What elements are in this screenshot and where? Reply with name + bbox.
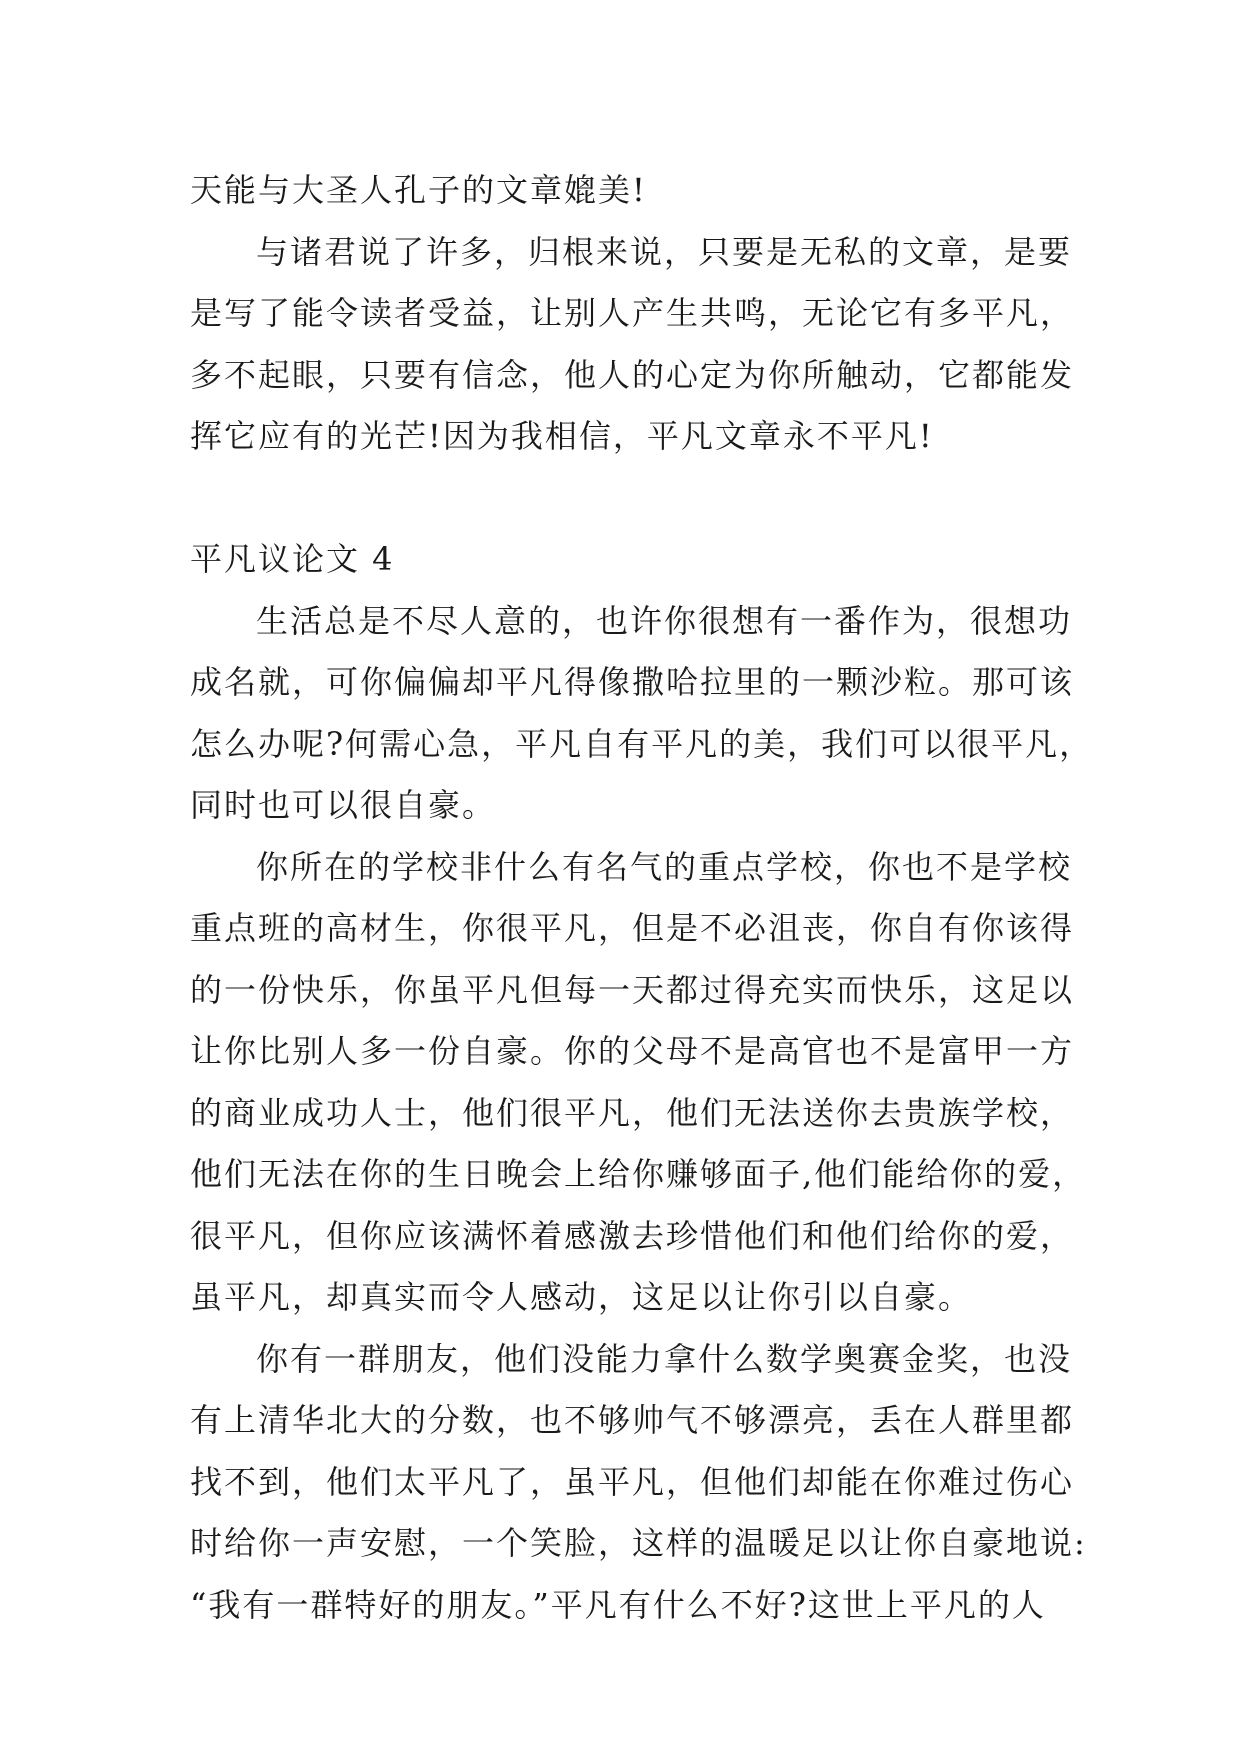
text-line: 找不到，他们太平凡了，虽平凡，但他们却能在你难过伤心 xyxy=(190,1462,1075,1501)
section-title: 平凡议论文 4 xyxy=(190,540,395,578)
text-line: 的商业成功人士，他们很平凡，他们无法送你去贵族学校， xyxy=(190,1093,1075,1132)
text-line: 怎么办呢?何需心急，平凡自有平凡的美，我们可以很平凡， xyxy=(190,724,1094,763)
text-line: 天能与大圣人孔子的文章媲美! xyxy=(190,171,647,209)
text-line: 时给你一声安慰，一个笑脸，这样的温暖足以让你自豪地说: xyxy=(190,1524,1087,1562)
text-line: 挥它应有的光芒!因为我相信，平凡文章永不平凡! xyxy=(190,417,934,455)
text-line: “我有一群特好的朋友。”平凡有什么不好?这世上平凡的人 xyxy=(190,1585,1046,1624)
text-line: 生活总是不尽人意的，也许你很想有一番作为，很想功 xyxy=(256,601,1073,640)
text-line: 你所在的学校非什么有名气的重点学校，你也不是学校 xyxy=(256,847,1073,886)
text-line: 让你比别人多一份自豪。你的父母不是高官也不是富甲一方 xyxy=(190,1032,1075,1070)
text-line: 他们无法在你的生日晚会上给你赚够面子,他们能给你的爱， xyxy=(190,1155,1087,1193)
section-spacer xyxy=(190,468,1070,530)
document-body xyxy=(190,160,1094,1636)
text-line: 的一份快乐，你虽平凡但每一天都过得充实而快乐，这足以 xyxy=(190,970,1075,1009)
text-line: 是写了能令读者受益，让别人产生共鸣，无论它有多平凡， xyxy=(190,294,1075,332)
text-line: 多不起眼，只要有信念，他人的心定为你所触动，它都能发 xyxy=(190,355,1075,394)
text-line: 与诸君说了许多，归根来说，只要是无私的文章，是要 xyxy=(256,232,1073,271)
text-line: 你有一群朋友，他们没能力拿什么数学奥赛金奖，也没 xyxy=(256,1339,1073,1378)
text-line: 很平凡，但你应该满怀着感激去珍惜他们和他们给你的爱， xyxy=(190,1216,1075,1255)
text-line: 同时也可以很自豪。 xyxy=(190,786,497,824)
text-line: 有上清华北大的分数，也不够帅气不够漂亮，丢在人群里都 xyxy=(190,1401,1075,1439)
text-line: 成名就，可你偏偏却平凡得像撒哈拉里的一颗沙粒。那可该 xyxy=(190,663,1075,701)
text-line: 重点班的高材生，你很平凡，但是不必沮丧，你自有你该得 xyxy=(190,909,1075,947)
text-line: 虽平凡，却真实而令人感动，这足以让你引以自豪。 xyxy=(190,1278,973,1316)
